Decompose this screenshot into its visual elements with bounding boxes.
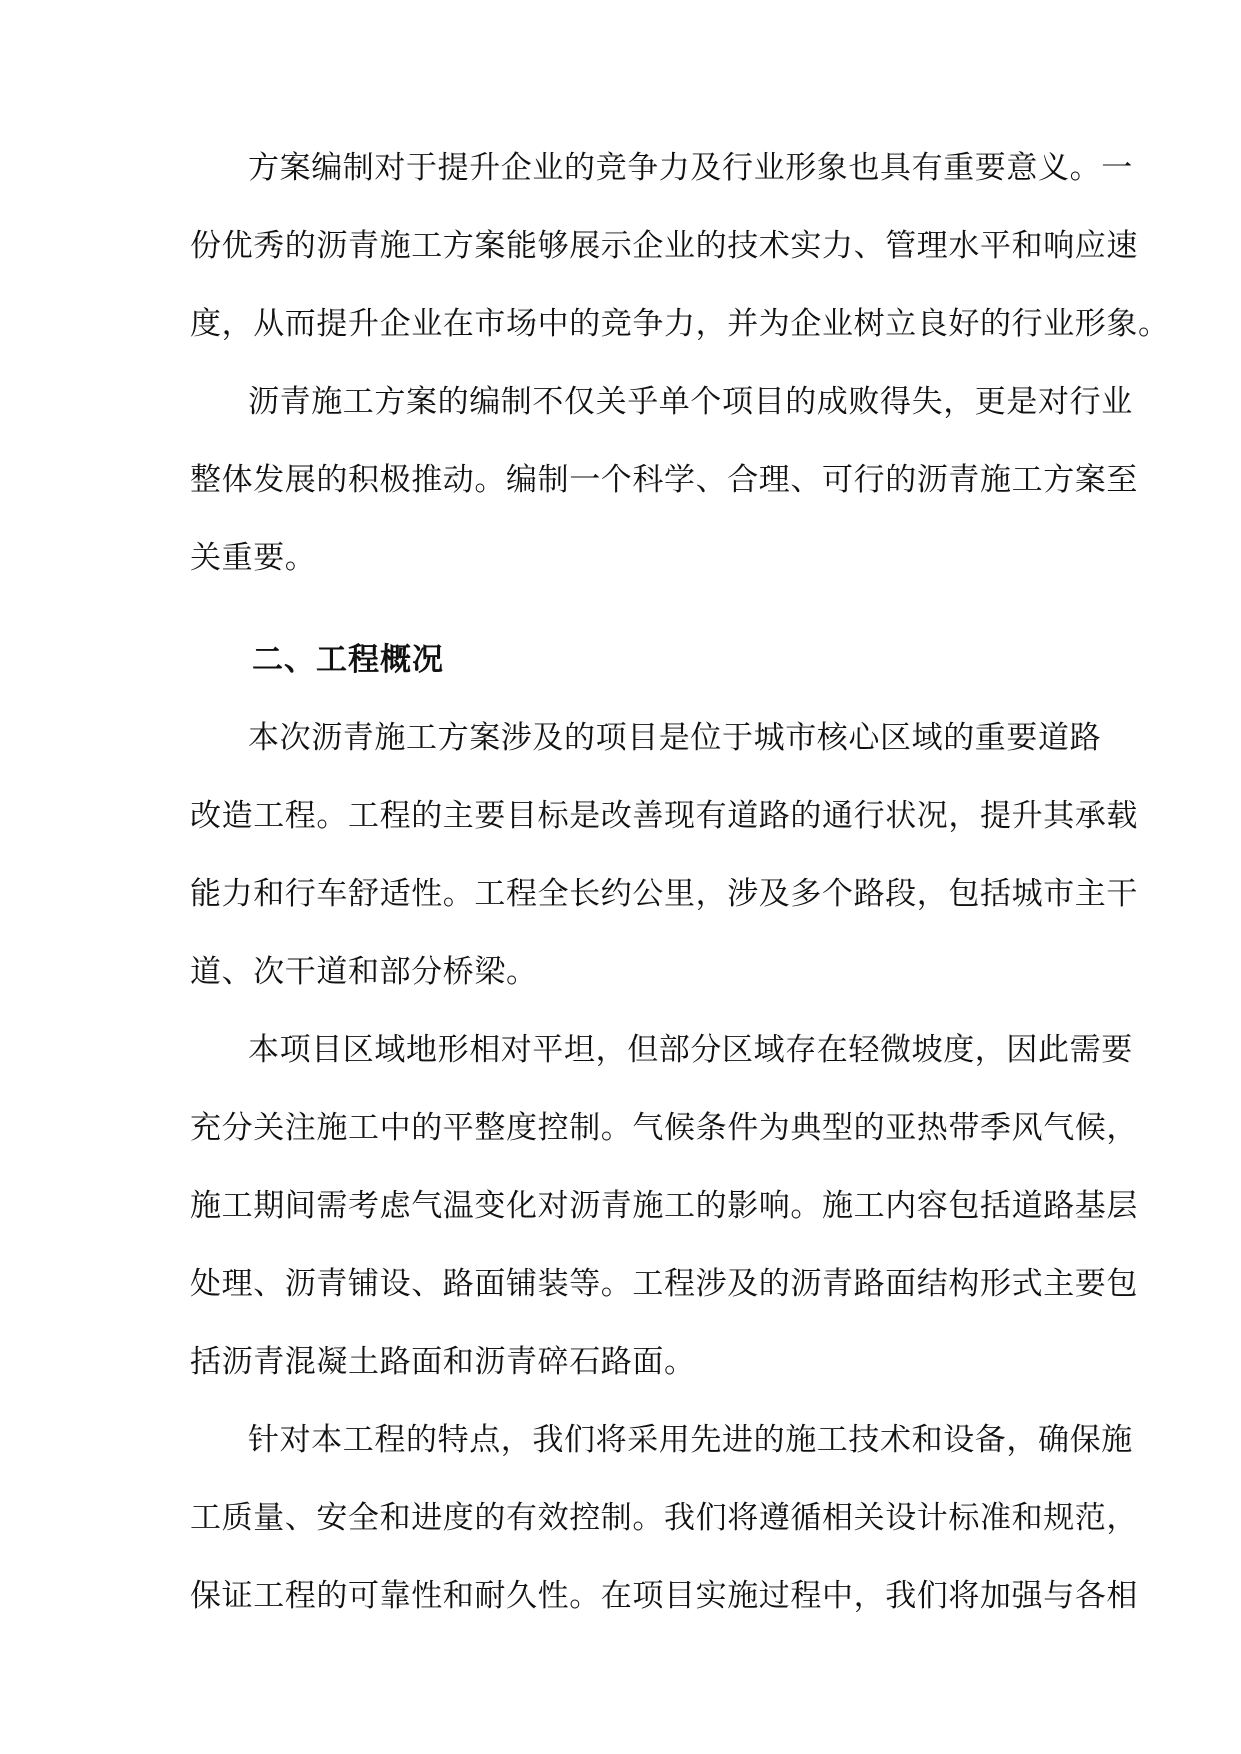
text-line: 改造工程。工程的主要目标是改善现有道路的通行状况，提升其承载 <box>190 798 1138 834</box>
text-line: 针对本工程的特点，我们将采用先进的施工技术和设备，确保施 <box>248 1422 1133 1458</box>
text-line: 保证工程的可靠性和耐久性。在项目实施过程中，我们将加强与各相 <box>190 1578 1138 1614</box>
text-line: 份优秀的沥青施工方案能够展示企业的技术实力、管理水平和响应速 <box>190 228 1138 264</box>
text-line: 括沥青混凝土路面和沥青碎石路面。 <box>190 1344 696 1380</box>
text-line: 施工期间需考虑气温变化对沥青施工的影响。施工内容包括道路基层 <box>190 1188 1138 1224</box>
text-line: 工质量、安全和进度的有效控制。我们将遵循相关设计标准和规范， <box>190 1500 1138 1536</box>
text-line: 道、次干道和部分桥梁。 <box>190 954 538 990</box>
section-heading: 二、工程概况 <box>252 642 444 678</box>
text-line: 方案编制对于提升企业的竞争力及行业形象也具有重要意义。一 <box>248 150 1133 186</box>
text-line: 关重要。 <box>190 540 317 576</box>
text-line: 能力和行车舒适性。工程全长约公里，涉及多个路段，包括城市主干 <box>190 876 1138 912</box>
text-line: 整体发展的积极推动。编制一个科学、合理、可行的沥青施工方案至 <box>190 462 1138 498</box>
text-line: 度，从而提升企业在市场中的竞争力，并为企业树立良好的行业形象。 <box>190 306 1170 342</box>
text-line: 本项目区域地形相对平坦，但部分区域存在轻微坡度，因此需要 <box>248 1032 1133 1068</box>
text-line: 沥青施工方案的编制不仅关乎单个项目的成败得失，更是对行业 <box>248 384 1133 420</box>
text-line: 本次沥青施工方案涉及的项目是位于城市核心区域的重要道路 <box>248 720 1102 756</box>
text-line: 充分关注施工中的平整度控制。气候条件为典型的亚热带季风气候， <box>190 1110 1138 1146</box>
text-line: 处理、沥青铺设、路面铺装等。工程涉及的沥青路面结构形式主要包 <box>190 1266 1138 1302</box>
